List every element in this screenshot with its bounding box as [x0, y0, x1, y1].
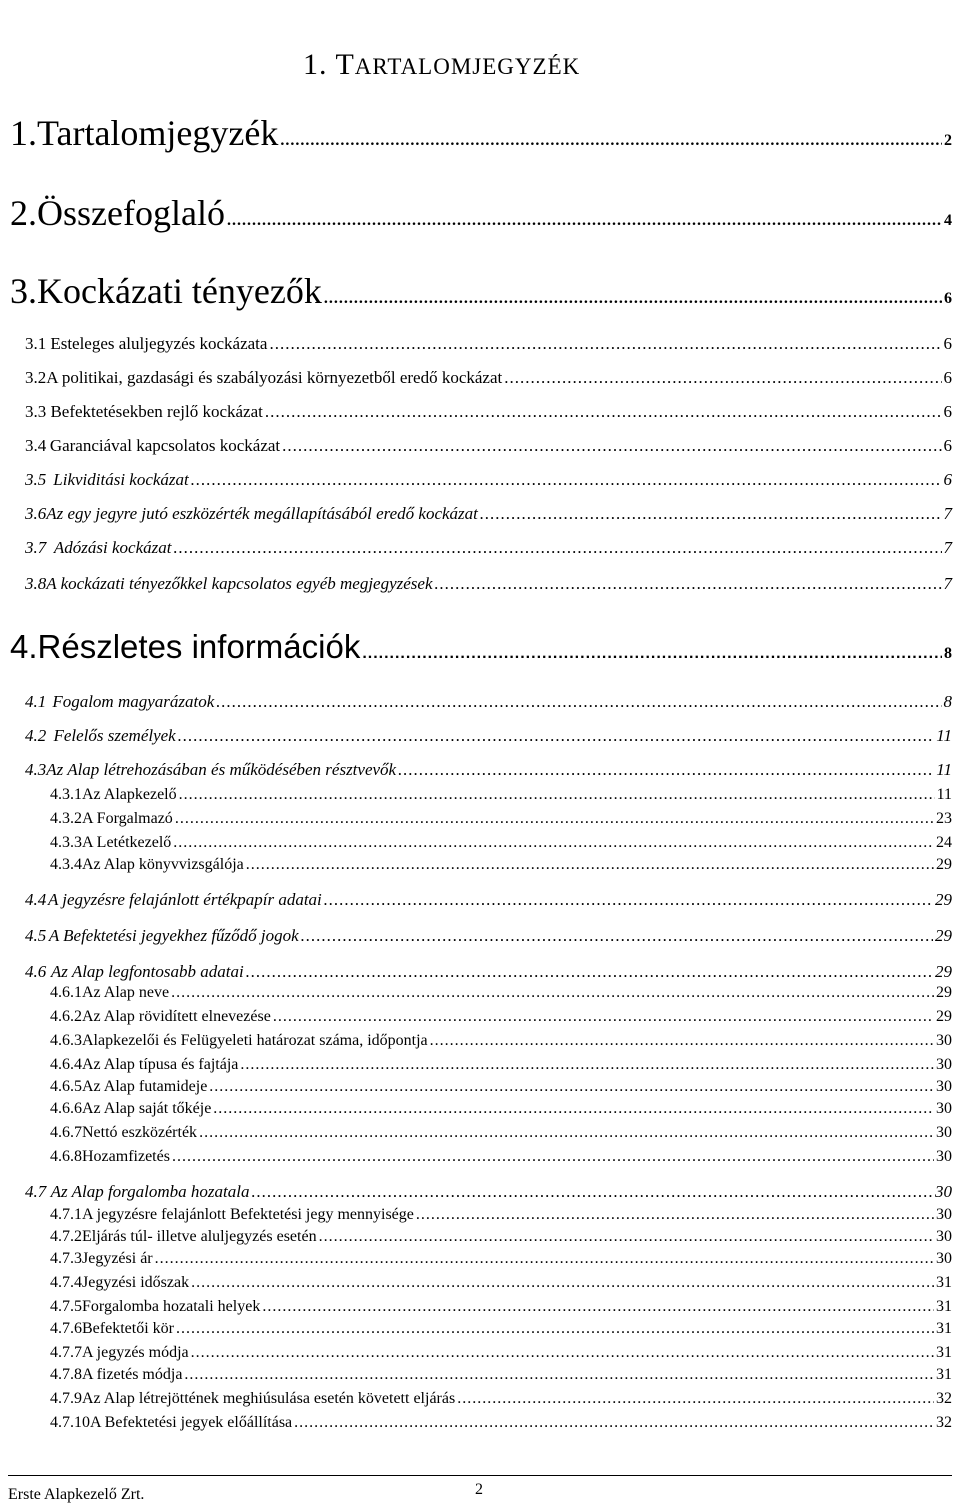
toc-entry-title: Az egy jegyre jutó eszközérték megállapításából eredő kockázat [46, 504, 478, 523]
toc-entry[interactable] [25, 890, 952, 910]
toc-entry[interactable] [25, 402, 952, 422]
toc-entry-title: Összefoglaló [37, 193, 225, 233]
toc-entry-title: A jegyzésre felajánlott értékpapír adatai [47, 890, 322, 909]
toc-leader-dots [262, 1298, 934, 1316]
toc-leader-dots [172, 1148, 934, 1166]
toc-entry-page: 11 [936, 786, 952, 803]
toc-entry-number: 4.6.4 [50, 1056, 82, 1073]
toc-entry[interactable] [50, 1228, 952, 1246]
toc-entry-number: 4.7.9 [50, 1390, 82, 1407]
toc-leader-dots [171, 984, 934, 1002]
toc-leader-dots [301, 926, 933, 946]
toc-entry-title: Az Alapkezelő [82, 786, 177, 803]
toc-entry-number: 3.2 [25, 368, 47, 387]
toc-entry-page: 7 [943, 504, 952, 523]
toc-entry-page: 6 [943, 368, 952, 387]
toc-entry-title: Esteleges aluljegyzés kockázata [50, 334, 268, 353]
toc-entry-title: A jegyzésre felajánlott Befektetési jegy mennyisége [82, 1206, 414, 1223]
toc-entry-title: Befektetői kör [82, 1320, 174, 1337]
toc-entry-page: 11 [936, 726, 952, 745]
toc-entry-number: 4.7.8 [50, 1366, 82, 1383]
toc-entry-page: 29 [936, 856, 952, 873]
toc-leader-dots [319, 1228, 934, 1246]
toc-entry-number: 4.7.10 [50, 1414, 90, 1431]
toc-entry-page: 30 [936, 1100, 952, 1117]
toc-entry-number: 4.7.2 [50, 1228, 82, 1245]
toc-leader-dots [191, 1274, 934, 1292]
toc-entry-title: A jegyzés módja [82, 1344, 189, 1361]
toc-entry-page: 29 [935, 890, 952, 909]
toc-leader-dots [324, 890, 933, 910]
toc-entry-title: Likviditási kockázat [53, 470, 189, 489]
toc-entry-page: 7 [943, 538, 952, 557]
toc-entry[interactable] [25, 470, 952, 490]
toc-entry-page: 29 [935, 926, 952, 945]
toc-leader-dots [175, 810, 934, 828]
toc-entry[interactable] [10, 192, 952, 234]
toc-entry-title: Hozamfizetés [82, 1148, 170, 1165]
toc-entry-title: Az Alap létrejöttének meghiúsulása esetén követett eljárás [82, 1390, 456, 1407]
toc-entry-page: 6 [944, 290, 952, 307]
toc-leader-dots [209, 1078, 934, 1096]
toc-entry-number: 4.3.1 [50, 786, 82, 803]
toc-entry-number: 4.7.4 [50, 1274, 82, 1291]
toc-entry-page: 11 [936, 760, 952, 779]
toc-leader-dots [430, 1032, 934, 1050]
toc-entry-number: 4.2 [25, 726, 47, 745]
toc-entry[interactable] [25, 574, 952, 594]
toc-entry-title: Az Alap neve [82, 984, 170, 1001]
toc-leader-dots [155, 1250, 934, 1268]
toc-entry-number: 4.7.7 [50, 1344, 82, 1361]
toc-entry-title: Az Alap legfontosabb adatai [50, 962, 244, 981]
toc-entry-number: 3.1 [25, 334, 47, 353]
toc-entry[interactable] [50, 1056, 952, 1074]
toc-entry-number: 4.3 [25, 760, 47, 779]
toc-entry[interactable] [25, 436, 952, 456]
toc-entry-page: 30 [935, 1182, 952, 1201]
toc-entry-page: 30 [936, 1148, 952, 1165]
toc-entry[interactable] [50, 1414, 952, 1432]
toc-leader-dots [184, 1366, 934, 1384]
toc-entry[interactable] [50, 1100, 952, 1118]
footer-divider [8, 1475, 952, 1476]
toc-entry-page: 7 [943, 574, 952, 593]
toc-entry-title: A fizetés módja [82, 1366, 183, 1383]
toc-entry[interactable] [50, 1366, 952, 1384]
toc-entry-number: 4.6.5 [50, 1078, 82, 1095]
toc-entry-title: A Befektetési jegyek előállítása [90, 1414, 293, 1431]
toc-entry-page: 8 [943, 692, 952, 711]
toc-leader-dots [294, 1414, 934, 1432]
toc-entry-number: 4.6.6 [50, 1100, 82, 1117]
toc-entry[interactable] [50, 1390, 952, 1408]
toc-entry[interactable] [50, 1274, 952, 1292]
toc-entry-title: Az Alap rövidített elnevezése [82, 1008, 271, 1025]
toc-entry-page: 30 [936, 1124, 952, 1141]
toc-entry-page: 4 [944, 212, 952, 229]
toc-entry-number: 4.5 [25, 926, 47, 945]
toc-entry[interactable] [25, 760, 952, 780]
toc-leader-dots [176, 1320, 934, 1338]
toc-leader-dots [324, 290, 942, 308]
footer-company: Erste Alapkezelő Zrt. [8, 1486, 145, 1503]
page-title-number: 1. [303, 48, 328, 81]
toc-entry-page: 31 [936, 1320, 952, 1337]
toc-entry-page: 6 [943, 402, 952, 421]
toc-entry-page: 8 [944, 645, 952, 662]
toc-entry-title: Fogalom magyarázatok [52, 692, 215, 711]
toc-entry-number: 4.7.6 [50, 1320, 82, 1337]
toc-leader-dots [246, 962, 933, 982]
toc-leader-dots [191, 1344, 934, 1362]
toc-leader-dots [179, 786, 935, 804]
toc-entry-title: Jegyzési ár [82, 1250, 153, 1267]
toc-leader-dots [280, 132, 942, 150]
toc-entry[interactable] [25, 692, 952, 712]
toc-entry-page: 6 [943, 334, 952, 353]
toc-entry-page: 2 [944, 132, 952, 149]
toc-entry[interactable] [50, 1344, 952, 1362]
toc-leader-dots [480, 504, 942, 524]
toc-entry-page: 31 [936, 1366, 952, 1383]
toc-entry-number: 1. [10, 113, 37, 153]
toc-entry[interactable] [50, 984, 952, 1002]
toc-leader-dots [435, 574, 942, 594]
toc-entry[interactable] [25, 962, 952, 982]
toc-leader-dots [246, 856, 934, 874]
toc-entry-number: 4.7 [25, 1182, 47, 1201]
toc-entry-number: 4.6.1 [50, 984, 82, 1001]
toc-entry[interactable] [25, 538, 952, 558]
toc-entry-number: 2. [10, 193, 37, 233]
toc-entry[interactable] [50, 810, 952, 828]
toc-entry[interactable] [10, 112, 952, 154]
toc-entry-title: Részletes információk [37, 628, 361, 665]
toc-entry[interactable] [25, 504, 952, 524]
toc-leader-dots [178, 726, 935, 746]
toc-entry[interactable] [50, 1148, 952, 1166]
toc-entry-page: 32 [936, 1414, 952, 1431]
toc-entry-page: 30 [936, 1032, 952, 1049]
toc-entry-page: 30 [936, 1206, 952, 1223]
page-title-rest: ARTALOMJEGYZÉK [354, 54, 581, 79]
toc-entry-number: 4.6.7 [50, 1124, 82, 1141]
toc-entry[interactable] [50, 856, 952, 874]
toc-leader-dots [273, 1008, 934, 1026]
toc-entry[interactable] [50, 1298, 952, 1316]
toc-entry-title: Alapkezelői és Felügyeleti határozat száma, időpontja [82, 1032, 428, 1049]
toc-entry-title: Jegyzési időszak [82, 1274, 190, 1291]
toc-entry-number: 4. [10, 628, 38, 665]
toc-entry-number: 4.3.3 [50, 834, 82, 851]
toc-entry-title: Tartalomjegyzék [37, 113, 279, 153]
toc-entry[interactable] [50, 786, 952, 804]
toc-entry-title: A Befektetési jegyekhez fűződő jogok [48, 926, 299, 945]
toc-entry-number: 3.6 [25, 504, 47, 523]
toc-leader-dots [216, 692, 941, 712]
toc-leader-dots [227, 212, 942, 230]
toc-leader-dots [457, 1390, 934, 1408]
toc-entry-page: 29 [936, 984, 952, 1001]
toc-leader-dots [282, 436, 941, 456]
toc-entry-page: 6 [943, 470, 952, 489]
toc-entry[interactable] [50, 1250, 952, 1268]
toc-entry[interactable] [50, 834, 952, 852]
toc-entry-number: 4.6.8 [50, 1148, 82, 1165]
toc-entry-number: 3.7 [25, 538, 47, 557]
toc-entry-title: A kockázati tényezőkkel kapcsolatos egyéb megjegyzések [46, 574, 433, 593]
toc-entry[interactable] [50, 1078, 952, 1096]
toc-leader-dots [269, 334, 941, 354]
toc-entry-title: A Letétkezelő [82, 834, 172, 851]
toc-entry[interactable] [25, 926, 952, 946]
toc-leader-dots [265, 402, 942, 422]
toc-leader-dots [174, 538, 942, 558]
toc-entry-page: 24 [936, 834, 952, 851]
toc-leader-dots [416, 1206, 934, 1224]
toc-entry-number: 4.1 [25, 692, 47, 711]
toc-entry-page: 30 [936, 1078, 952, 1095]
toc-leader-dots [191, 470, 942, 490]
toc-entry-page: 30 [936, 1250, 952, 1267]
toc-entry[interactable] [10, 270, 952, 312]
toc-entry-title: Garanciával kapcsolatos kockázat [49, 436, 281, 455]
toc-entry-title: Az Alap létrehozásában és működésében résztvevők [46, 760, 397, 779]
toc-entry-page: 32 [936, 1390, 952, 1407]
toc-entry-number: 4.7.1 [50, 1206, 82, 1223]
toc-entry[interactable] [25, 368, 952, 388]
toc-entry-number: 3.4 [25, 436, 47, 455]
toc-entry[interactable] [25, 334, 952, 354]
toc-entry-title: Eljárás túl- illetve aluljegyzés esetén [82, 1228, 317, 1245]
toc-entry-title: A Forgalmazó [82, 810, 173, 827]
toc-leader-dots [173, 834, 934, 852]
toc-entry[interactable] [50, 1124, 952, 1142]
toc-entry-title: Adózási kockázat [53, 538, 172, 557]
toc-entry-page: 30 [936, 1056, 952, 1073]
toc-entry[interactable] [10, 628, 952, 666]
toc-entry-title: Az Alap típusa és fajtája [82, 1056, 239, 1073]
toc-entry-number: 4.4 [25, 890, 47, 909]
toc-entry-page: 29 [935, 962, 952, 981]
toc-entry-page: 23 [936, 810, 952, 827]
toc-entry-page: 31 [936, 1274, 952, 1291]
toc-entry-number: 3.8 [25, 574, 47, 593]
toc-entry-number: 4.6.2 [50, 1008, 82, 1025]
toc-entry-number: 3.5 [25, 470, 47, 489]
toc-entry-page: 31 [936, 1344, 952, 1361]
toc-entry-page: 31 [936, 1298, 952, 1315]
toc-entry-number: 4.6 [25, 962, 47, 981]
toc-entry[interactable] [25, 726, 952, 746]
toc-leader-dots [504, 368, 941, 388]
toc-leader-dots [199, 1124, 934, 1142]
toc-entry-title: Az Alap könyvvizsgálója [82, 856, 244, 873]
toc-entry-title: Az Alap futamideje [82, 1078, 208, 1095]
toc-leader-dots [251, 1182, 933, 1202]
toc-entry[interactable] [50, 1320, 952, 1338]
toc-entry-number: 3.3 [25, 402, 47, 421]
toc-entry-title: Befektetésekben rejlő kockázat [50, 402, 263, 421]
toc-entry[interactable] [50, 1032, 952, 1050]
toc-entry-number: 4.3.4 [50, 856, 82, 873]
toc-entry-number: 4.3.2 [50, 810, 82, 827]
toc-entry-title: Felelős személyek [53, 726, 176, 745]
toc-entry-number: 4.7.5 [50, 1298, 82, 1315]
toc-entry-number: 4.7.3 [50, 1250, 82, 1267]
toc-leader-dots [362, 645, 942, 663]
footer-page-number: 2 [475, 1481, 483, 1498]
toc-entry[interactable] [50, 1008, 952, 1026]
toc-entry-title: A politikai, gazdasági és szabályozási környezetből eredő kockázat [46, 368, 503, 387]
toc-entry[interactable] [50, 1206, 952, 1224]
toc-entry[interactable] [25, 1182, 952, 1202]
toc-leader-dots [213, 1100, 934, 1118]
toc-entry-number: 4.6.3 [50, 1032, 82, 1049]
toc-leader-dots [398, 760, 934, 780]
page-title-initial: T [335, 48, 355, 81]
toc-entry-title: Nettó eszközérték [82, 1124, 198, 1141]
toc-entry-page: 29 [936, 1008, 952, 1025]
toc-entry-title: Az Alap saját tőkéje [82, 1100, 212, 1117]
toc-entry-title: Forgalomba hozatali helyek [82, 1298, 261, 1315]
toc-entry-page: 30 [936, 1228, 952, 1245]
toc-leader-dots [240, 1056, 934, 1074]
toc-entry-title: Az Alap forgalomba hozatala [50, 1182, 250, 1201]
toc-entry-number: 3. [10, 271, 37, 311]
toc-entry-page: 6 [943, 436, 952, 455]
toc-entry-title: Kockázati tényezők [37, 271, 322, 311]
